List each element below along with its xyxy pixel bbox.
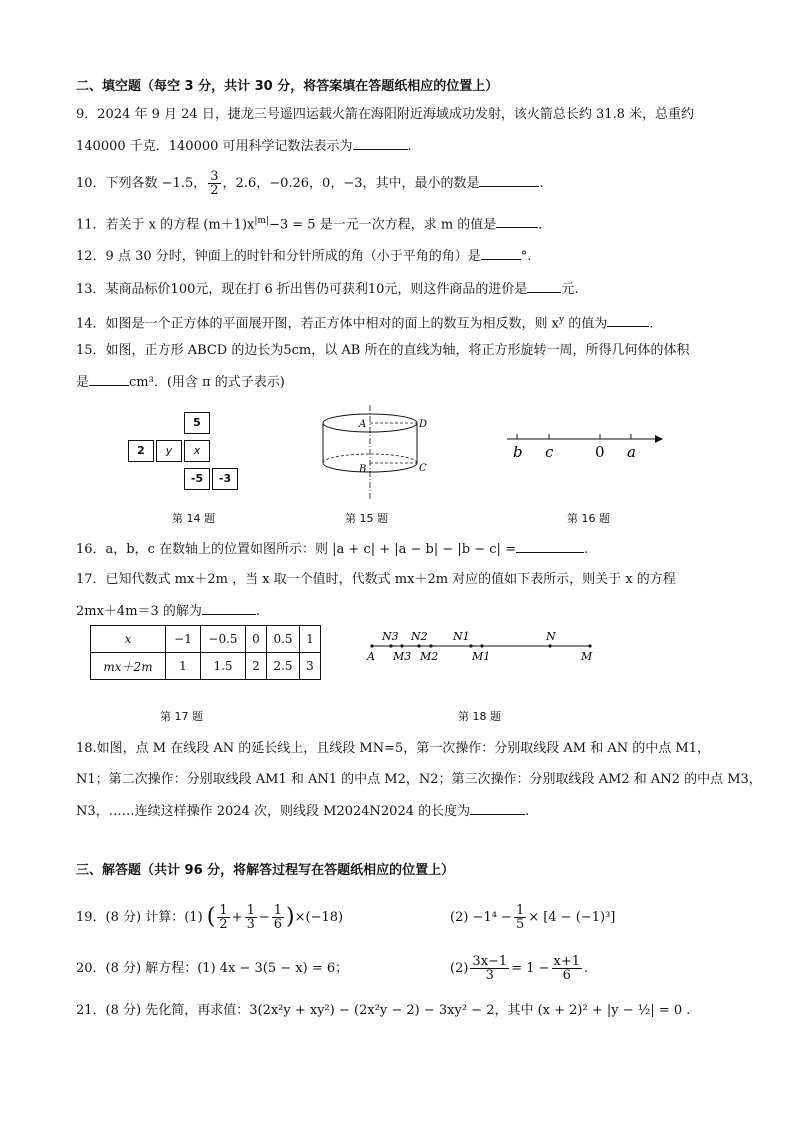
question-20-part2: (2) $\frac{3x-1}{3}$ = 1 − $\frac{x+1}{6}$ . [450,954,589,983]
fraction: $\frac{1}{2}$ [219,903,228,932]
table-cell: −1 [166,626,201,653]
answer-blank[interactable] [479,174,539,187]
table-cell: 2.5 [267,653,300,680]
label-m3: M3 [393,650,412,663]
net-cell: y [156,440,182,462]
figure-17-caption: 第 17 题 [160,710,203,723]
net-cell: -3 [212,468,238,490]
question-21: 21．(8 分) 先化简，再求值：3(2x²y + xy²) − (2x²y − 2) − 3xy² − 2，其中 (x + 2)² + |y − ½| = 0 . [76,1003,691,1018]
question-11: 11．若关于 x 的方程 $(m+1)x^{|m|}-3 = 5$ 是一元一次方程，求 m 的值是 . [76,216,543,233]
table-cell: 1.5 [201,653,246,680]
fraction: $\frac{3}{2}$ [210,169,219,198]
fraction: $\frac{3x-1}{3}$ [472,954,508,983]
answer-blank[interactable] [496,215,538,228]
table-cell: 1 [300,626,321,653]
question-19: 19．(8 分) 计算：(1) ( $\frac{1}{2}$ + $\frac{1}{3}$ − $\frac{1}{6}$ )×(−18) [76,903,344,932]
answer-blank[interactable] [516,540,584,553]
question-10: 10．下列各数 −1.5， $\frac{3}{2}$ ，2.6，−0.26，0，−3，其中，最小的数是 . [76,169,544,198]
table-cell: 0 [246,626,267,653]
table-cell: 3 [300,653,321,680]
table-row [91,626,321,653]
label-c: c [545,443,554,461]
figure-16-caption: 第 16 题 [567,512,610,525]
figure-16-number-line [503,425,663,465]
question-9-line1: 9．2024 年 9 月 24 日，捷龙三号遥四运载火箭在海阳附近海域成功发射，该火箭总长约 31.8 米，总重约 [76,107,695,122]
question-20: 20．(8 分) 解方程：(1) 4x − 3(5 − x) = 6； [76,961,349,976]
table-cell: mx＋2m [91,653,166,680]
label-n3: N3 [382,630,399,643]
answer-blank[interactable] [353,137,408,150]
question-12: 12．9 点 30 分时，钟面上的时针和分针所成的角（小于平角的角）是 °. [76,249,532,264]
question-19-part2: (2) −1⁴ − $\frac{1}{5}$ × [4 − (−1)³] [450,903,616,932]
net-cell: -5 [184,468,210,490]
answer-blank[interactable] [470,802,525,815]
section-3-title: 三、解答题（共计 96 分，将解答过程写在答题纸相应的位置上） [76,863,455,878]
question-18-line2: N1；第二次操作：分别取线段 AM1 和 AN1 的中点 M2，N2；第三次操作：分别取线段 AM2 和 AN2 的中点 M3， [76,772,762,787]
fraction: $\frac{1}{6}$ [273,903,283,932]
figure-18-caption: 第 18 题 [458,710,501,723]
label-zero: 0 [595,443,605,461]
question-17-line1: 17．已知代数式 mx＋2m ，当 x 取一个值时，代数式 mx＋2m 对应的值如下表所示，则关于 x 的方程 [76,572,676,587]
figure-15-caption: 第 15 题 [345,512,388,525]
table-row [91,653,321,680]
question-18-line3: N3，……连续这样操作 2024 次，则线段 M2024N2024 的长度为 . [76,804,530,819]
question-17-table [90,625,321,680]
net-cell: 5 [184,412,210,434]
fraction: $\frac{1}{3}$ [246,903,255,932]
label-d: D [419,419,428,430]
table-cell: 2 [246,653,267,680]
table-cell: x [91,626,166,653]
figure-14-cube-net [128,412,248,492]
label-n2: N2 [411,630,428,643]
table-cell: −0.5 [201,626,246,653]
question-14: 14．如图是一个正方体的平面展开图，若正方体中相对的面上的数互为相反数，则 $x^y$ 的值为 . [76,315,654,332]
answer-blank[interactable] [607,314,649,327]
label-b: b [513,443,523,461]
label-m: M [581,650,593,663]
section-2-title: 二、填空题（每空 3 分，共计 30 分，将答案填在答题纸相应的位置上） [76,79,499,94]
question-15-line1: 15．如图，正方形 ABCD 的边长为5cm，以 AB 所在的直线为轴，将正方形旋转一周，所得几何体的体积 [76,343,690,358]
fraction: $\frac{1}{5}$ [515,903,525,932]
label-m1: M1 [472,650,491,663]
label-n: N [546,630,556,643]
label-c: C [419,463,427,474]
net-cell: 2 [128,440,154,462]
label-a: A [359,419,367,430]
net-cell: x [184,440,210,462]
table-cell: 1 [166,653,201,680]
label-a: A [367,650,375,663]
answer-blank[interactable] [527,280,561,293]
answer-blank[interactable] [202,602,256,615]
answer-blank[interactable] [89,373,129,386]
figure-18-segment [362,628,602,668]
label-b: B [359,464,367,475]
label-m2: M2 [420,650,439,663]
table-cell: 0.5 [267,626,300,653]
question-18-line1: 18.如图，点 M 在线段 AN 的延长线上，且线段 MN=5，第一次操作：分别取线段 AM 和 AN 的中点 M1， [76,741,710,756]
question-13: 13．某商品标价100元，现在打 6 折出售仍可获利10元，则这件商品的进价是 元. [76,282,579,297]
label-a: a [627,443,636,461]
figure-14-caption: 第 14 题 [172,512,215,525]
question-9-line2: 140000 千克．140000 可用科学记数法表示为 . [76,139,412,154]
question-17-line2: 2mx＋4m＝3 的解为 . [76,604,261,619]
answer-blank[interactable] [481,247,521,260]
question-15-line2: 是 cm³．(用含 π 的式子表示) [76,375,285,390]
fraction: $\frac{x+1}{6}$ [553,954,581,983]
question-16: 16．a，b，c 在数轴上的位置如图所示：则 |a + c| + |a − b| − |b − c| = . [76,542,589,557]
figure-15-cylinder [315,405,435,505]
label-n1: N1 [453,630,470,643]
